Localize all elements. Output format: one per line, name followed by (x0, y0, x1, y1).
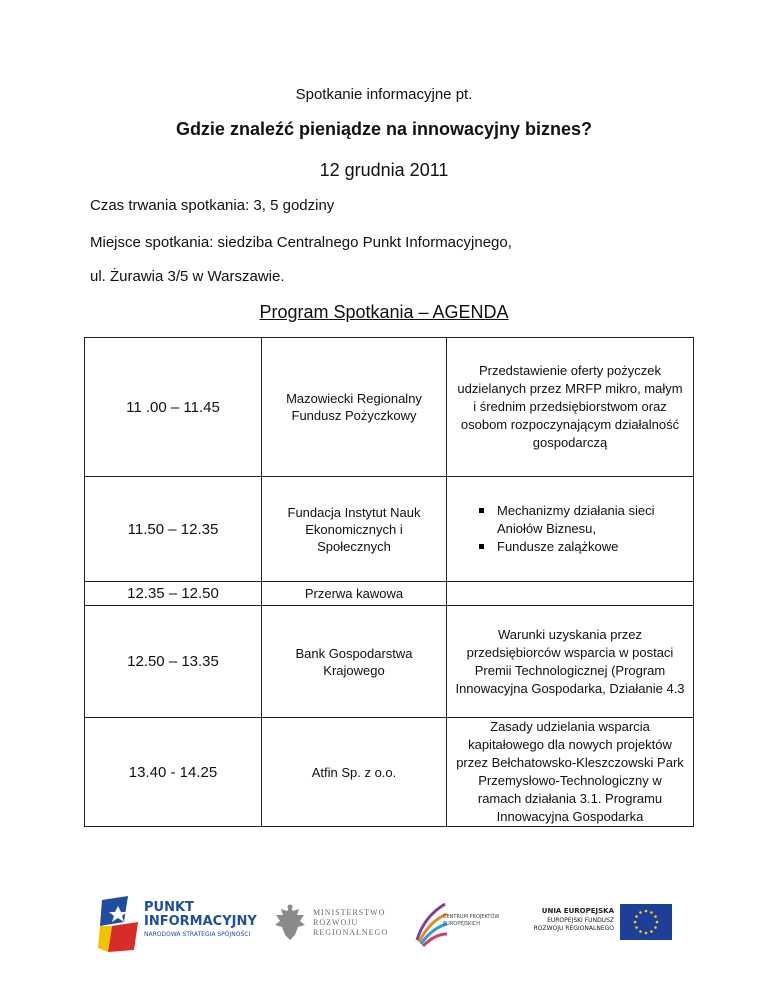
agenda-table (84, 337, 694, 827)
bullet-list (455, 502, 685, 556)
agenda-organizer: Atfin Sp. z o.o. (262, 718, 447, 827)
logo-text: NARODOWA STRATEGIA SPÓJNOŚCI (144, 931, 251, 938)
logo-text: EUROPEJSKICH (443, 921, 481, 927)
agenda-row (85, 477, 694, 582)
place-text: Miejsce spotkania: siedziba Centralnego Punkt Informacyjnego, (90, 234, 512, 251)
agenda-organizer: Mazowiecki Regionalny Fundusz Pożyczkowy (262, 338, 447, 477)
centrum-projektow-logo (413, 900, 523, 950)
punkt-informacyjny-emblem-icon (98, 892, 142, 954)
agenda-description (447, 582, 694, 606)
agenda-description (447, 477, 694, 582)
agenda-description: Przedstawienie oferty pożyczek udzielanych przez MRFP mikro, małym i średnim przedsiębiorstwom oraz osobom rozpoczynającym działalność gospodarczą (447, 338, 694, 477)
event-date: 12 grudnia 2011 (319, 160, 449, 180)
eagle-icon (273, 903, 307, 943)
agenda-title: Program Spotkania – AGENDA (259, 302, 509, 322)
agenda-time: 12.50 – 13.35 (85, 606, 262, 718)
agenda-time: 11 .00 – 11.45 (85, 338, 262, 477)
logo-text: CENTRUM PROJEKTÓW (443, 914, 500, 920)
logo-text: REGIONALNEGO (313, 928, 389, 937)
agenda-row (85, 606, 694, 718)
agenda-row (85, 582, 694, 606)
logo-text: ROZWOJU (313, 918, 359, 927)
agenda-organizer: Bank Gospodarstwa Krajowego (262, 606, 447, 718)
eu-flag-icon (620, 904, 672, 940)
agenda-organizer: Fundacja Instytut Nauk Ekonomicznych i Społecznych (262, 477, 447, 582)
intro-text: Spotkanie informacyjne pt. (295, 86, 473, 103)
logo-text: UNIA EUROPEJSKA (541, 907, 614, 915)
duration-text: Czas trwania spotkania: 3, 5 godziny (90, 197, 335, 214)
page-title: Gdzie znaleźć pieniądze na innowacyjny biznes? (175, 119, 593, 139)
address-text: ul. Żurawia 3/5 w Warszawie. (90, 268, 285, 285)
agenda-time: 11.50 – 12.35 (85, 477, 262, 582)
agenda-row (85, 718, 694, 827)
agenda-description: Warunki uzyskania przez przedsiębiorców wsparcia w postaci Premii Technologicznej (Program Innowacyjna Gospodarka, Działanie 4.3 (447, 606, 694, 718)
punkt-informacyjny-logo (98, 892, 257, 954)
bullet-item: Fundusze zalążkowe (479, 538, 685, 556)
ministerstwo-logo (273, 903, 393, 947)
agenda-row (85, 338, 694, 477)
agenda-time: 12.35 – 12.50 (85, 582, 262, 606)
bullet-item: Mechanizmy działania sieci Aniołów Biznesu, (479, 502, 685, 538)
agenda-description: Zasady udzielania wsparcia kapitałowego dla nowych projektów przez Bełchatowsko-Kleszczowski Park Przemysłowo-Technologiczny w ramach działania 3.1. Programu Innowacyjna Gospodarka (447, 718, 694, 827)
logo-text: MINISTERSTWO (313, 908, 386, 917)
agenda-time: 13.40 - 14.25 (85, 718, 262, 827)
logo-text: INFORMACYJNY (144, 914, 257, 929)
agenda-organizer: Przerwa kawowa (262, 582, 447, 606)
logo-text: PUNKT (144, 900, 194, 915)
logo-text: EUROPEJSKI FUNDUSZ (547, 917, 614, 924)
unia-europejska-logo (520, 902, 672, 942)
logo-text: ROZWOJU REGIONALNEGO (533, 925, 614, 932)
